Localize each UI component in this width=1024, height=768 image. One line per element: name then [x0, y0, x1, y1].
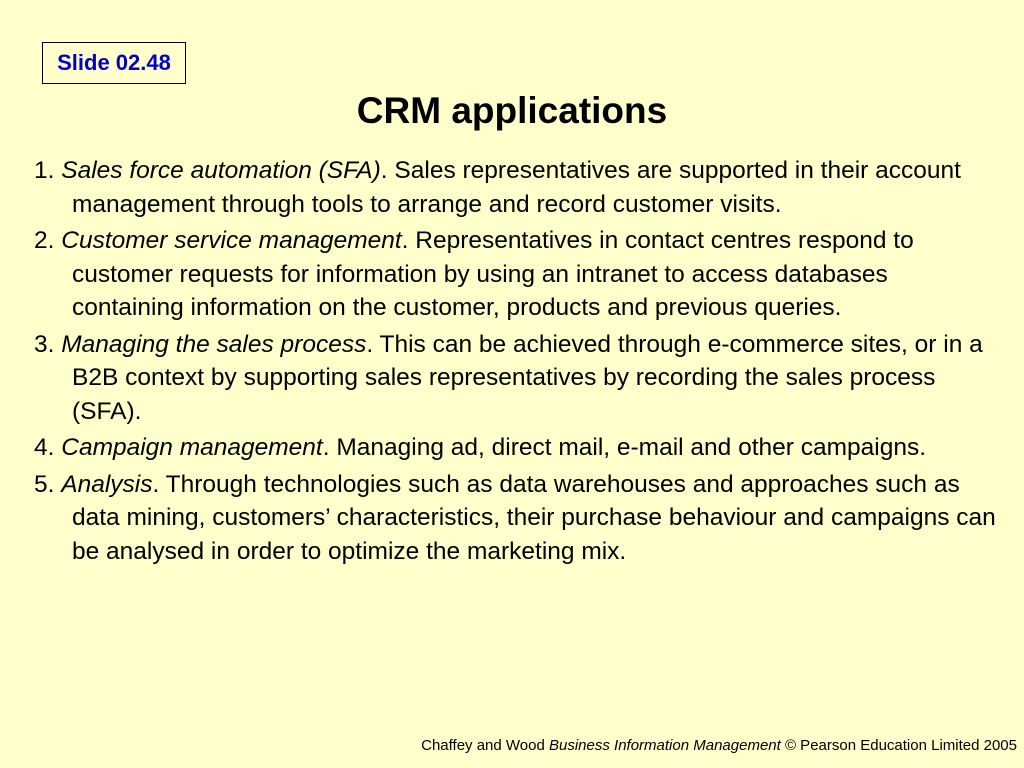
- item-number: 2.: [34, 227, 55, 254]
- list-item: [34, 154, 1000, 221]
- list-item: [34, 468, 1000, 569]
- footer-authors: Chaffey and Wood: [421, 737, 549, 754]
- item-term: Analysis: [61, 470, 153, 498]
- item-number: 5.: [34, 470, 55, 498]
- item-description: . Representatives in contact centres respond to customer requests for information by using an intranet to access databases containing information on the customer, products and previous queries.: [72, 227, 914, 321]
- item-number: 4.: [34, 434, 55, 461]
- slide-number-badge: Slide 02.48: [42, 42, 186, 84]
- item-description: . This can be achieved through e-commerce sites, or in a B2B context by supporting sales representatives by recording the sales process (SFA).: [72, 330, 983, 425]
- list-item: [34, 224, 1000, 325]
- slide-title: CRM applications: [356, 90, 668, 131]
- item-term: Sales force automation (SFA): [61, 157, 381, 184]
- crm-applications-list: [34, 154, 1000, 571]
- item-number: 1.: [34, 157, 55, 184]
- list-item: [34, 431, 1000, 465]
- item-description: . Through technologies such as data warehouses and approaches such as data mining, customers’ characteristics, their purchase behaviour and campaigns can be analysed in order to optimize the marketing mix.: [72, 470, 996, 565]
- footer-citation: [421, 736, 1017, 756]
- item-term: Customer service management: [61, 227, 402, 254]
- footer-copyright: © Pearson Education Limited 2005: [780, 737, 1017, 754]
- item-description: . Managing ad, direct mail, e-mail and other campaigns.: [322, 434, 927, 461]
- list-item: [34, 328, 1000, 429]
- item-number: 3.: [34, 330, 55, 358]
- item-term: Campaign management: [61, 434, 323, 461]
- item-term: Managing the sales process: [61, 330, 367, 358]
- footer-book-title: Business Information Management: [549, 737, 781, 754]
- item-description: . Sales representatives are supported in their account management through tools to arrange and record customer visits.: [72, 157, 961, 218]
